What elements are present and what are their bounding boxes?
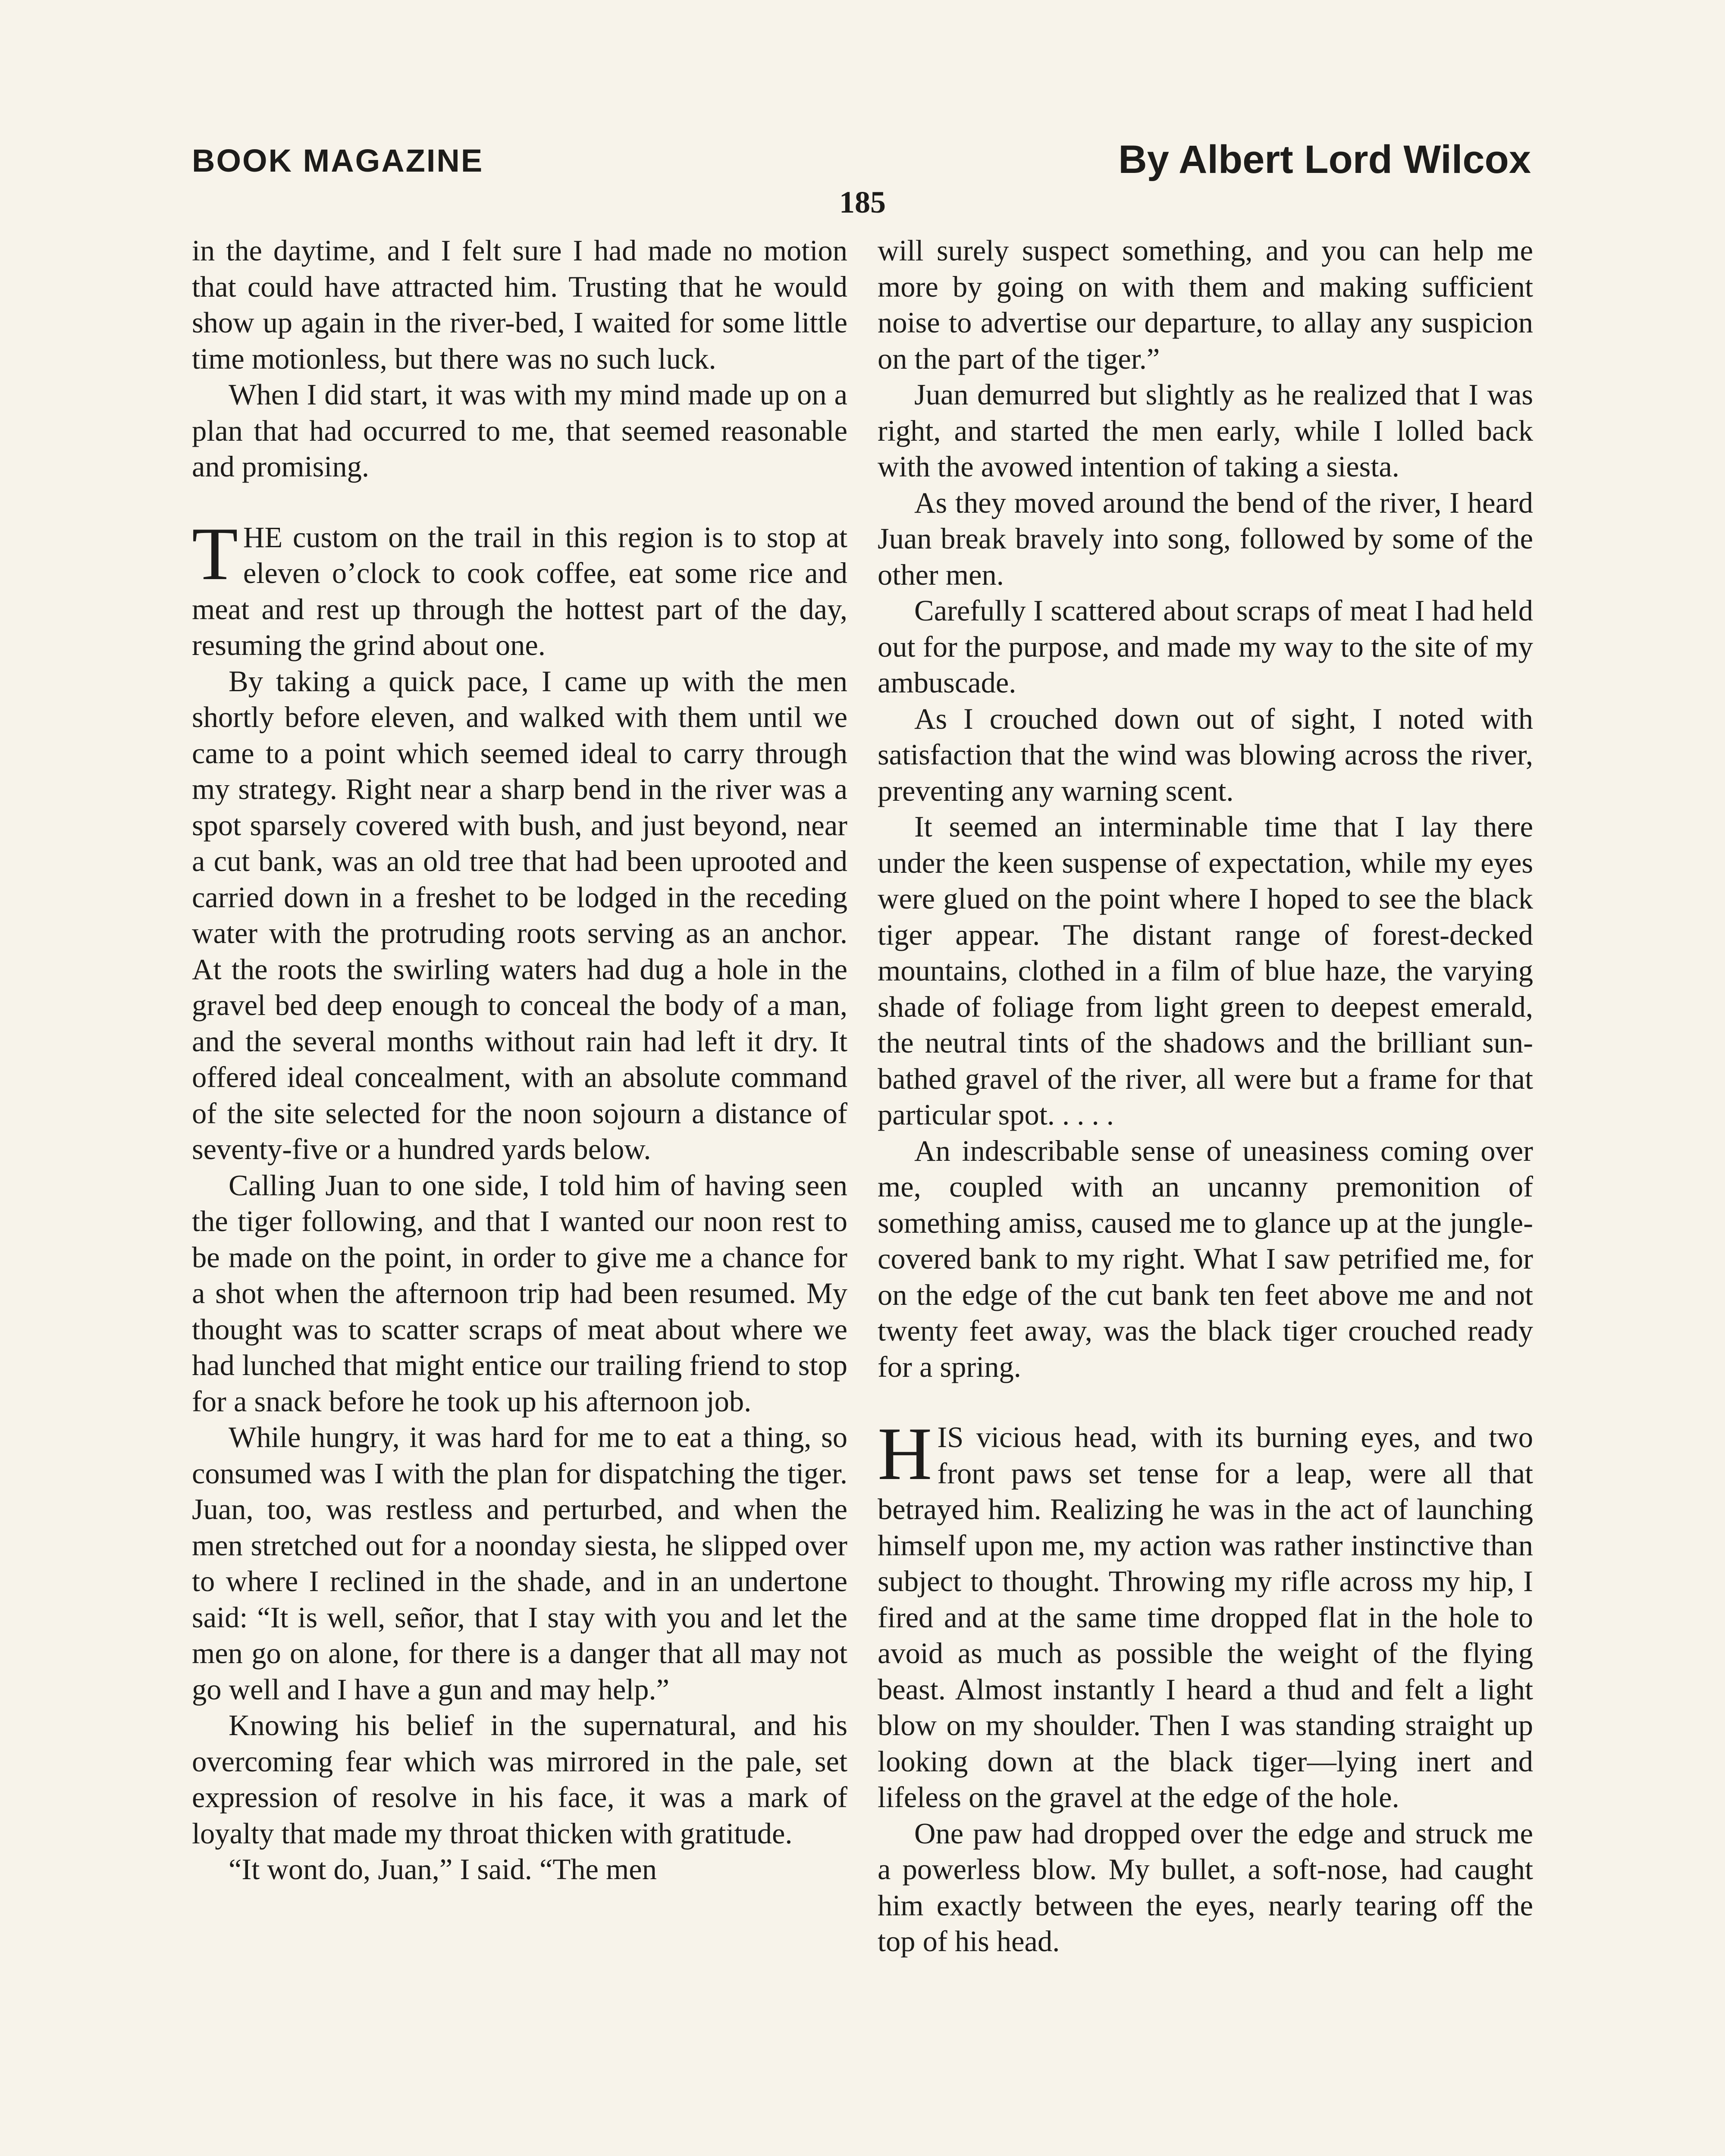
paragraph: As I crouched down out of sight, I noted with satisfaction that the wind was blowing across the river, preventing any warning scent. — [878, 702, 1533, 807]
section-opening-paragraph — [878, 1412, 1533, 1816]
paragraph: One paw had dropped over the edge and struck me a powerless blow. My bullet, a soft-nose, had caught him exactly between the eyes, nearly tearing off the top of his head. — [878, 1817, 1533, 1958]
paragraph: Calling Juan to one side, I told him of having seen the tiger following, and that I wanted our noon rest to be made on the point, in order to give me a chance for a shot when the afternoon trip had been resumed. My thought was to scatter scraps of meat about where we had lunched that might entice our trailing friend to stop for a snack before he took up his afternoon job. — [192, 1169, 847, 1418]
section-opening-text: HE custom on the trail in this region is to stop at eleven o’clock to cook coffee, eat some rice and meat and rest up through the hottest part of the day, resuming the grind about one. — [192, 520, 847, 661]
section-opening-text: IS vicious head, with its burning eyes, and two front paws set tense for a leap, were all that betrayed him. Realizing he was in the act of launching himself upon me, my action was rather instinctive than subject to thought. Throwing my rifle across my hip, I fired and at the same time dropped flat in the hole to avoid as much as possible the weight of the flying beast. Almost instantly I heard a thud and felt a light blow on my shoulder. Then I was standing straight up looking down at the black tiger—lying inert and lifeless on the gravel at the edge of the hole. — [878, 1421, 1533, 1814]
paragraph: When I did start, it was with my mind made up on a plan that had occurred to me, that seemed reasonable and promising. — [192, 378, 847, 483]
left-column — [192, 233, 847, 2156]
paragraph: “It wont do, Juan,” I said. “The men — [229, 1853, 657, 1886]
paragraph: It seemed an interminable time that I lay there under the keen suspense of expectation, while my eyes were glued on the point where I hoped to see the black tiger appear. The distant range of forest-decked mountains, clothed in a film of blue haze, the varying shade of foliage from light green to deepest emerald, the neutral tints of the shadows and the brilliant sun-bathed gravel of the river, all were but a frame for that particular spot. . . . . — [878, 810, 1533, 1131]
right-column — [878, 233, 1533, 2156]
page-number: 185 — [839, 185, 886, 219]
author-byline: By Albert Lord Wilcox — [1118, 138, 1531, 182]
magazine-title: BOOK MAGAZINE — [192, 143, 484, 179]
drop-cap: T — [192, 511, 238, 595]
paragraph: will surely suspect something, and you can help me more by going on with them and making sufficient noise to advertise our departure, to allay any suspicion on the part of the tiger.” — [878, 234, 1533, 375]
paragraph: Carefully I scattered about scraps of meat I had held out for the purpose, and made my way to the site of my ambuscade. — [878, 594, 1533, 699]
paragraph: An indescribable sense of uneasiness coming over me, coupled with an uncanny premonition of something amiss, caused me to glance up at the jungle-covered bank to my right. What I saw petrified me, for on the edge of the cut bank ten feet above me and not twenty feet away, was the black tiger crouched ready for a spring. — [878, 1134, 1533, 1383]
paragraph: While hungry, it was hard for me to eat a thing, so consumed was I with the plan for dispatching the tiger. Juan, too, was restless and perturbed, and when the men stretched out for a noonday siesta, he slipped over to where I reclined in the shade, and in an undertone said: “It is well, señor, that I stay with you and let the men go on alone, for there is a danger that all may not go well and I have a gun and may help.” — [192, 1421, 847, 1706]
paragraph: As they moved around the bend of the river, I heard Juan break bravely into song, followed by some of the other men. — [878, 486, 1533, 591]
drop-cap: H — [878, 1412, 932, 1495]
paragraph: By taking a quick pace, I came up with the men shortly before eleven, and walked with them until we came to a point which seemed ideal to carry through my strategy. Right near a sharp bend in the river was a spot sparsely covered with bush, and just beyond, near a cut bank, was an old tree that had been uprooted and carried down in a freshet to be lodged in the receding water with the protruding roots serving as an anchor. At the roots the swirling waters had dug a hole in the gravel bed deep enough to conceal the body of a man, and the several months without rain had left it dry. It offered ideal concealment, with an absolute command of the site selected for the noon sojourn a distance of seventy-five or a hundred yards below. — [192, 664, 847, 1166]
section-opening-paragraph — [192, 511, 847, 664]
paragraph: Knowing his belief in the supernatural, and his overcoming fear which was mirrored in the pale, set expression of resolve in his face, it was a mark of loyalty that made my throat thicken with gratitude. — [192, 1709, 847, 1850]
paragraph: Juan demurred but slightly as he realized that I was right, and started the men early, while I lolled back with the avowed intention of taking a siesta. — [878, 378, 1533, 483]
paragraph: in the daytime, and I felt sure I had made no motion that could have attracted him. Trusting that he would show up again in the river-bed, I waited for some little time motionless, but there was no such luck. — [192, 234, 847, 375]
